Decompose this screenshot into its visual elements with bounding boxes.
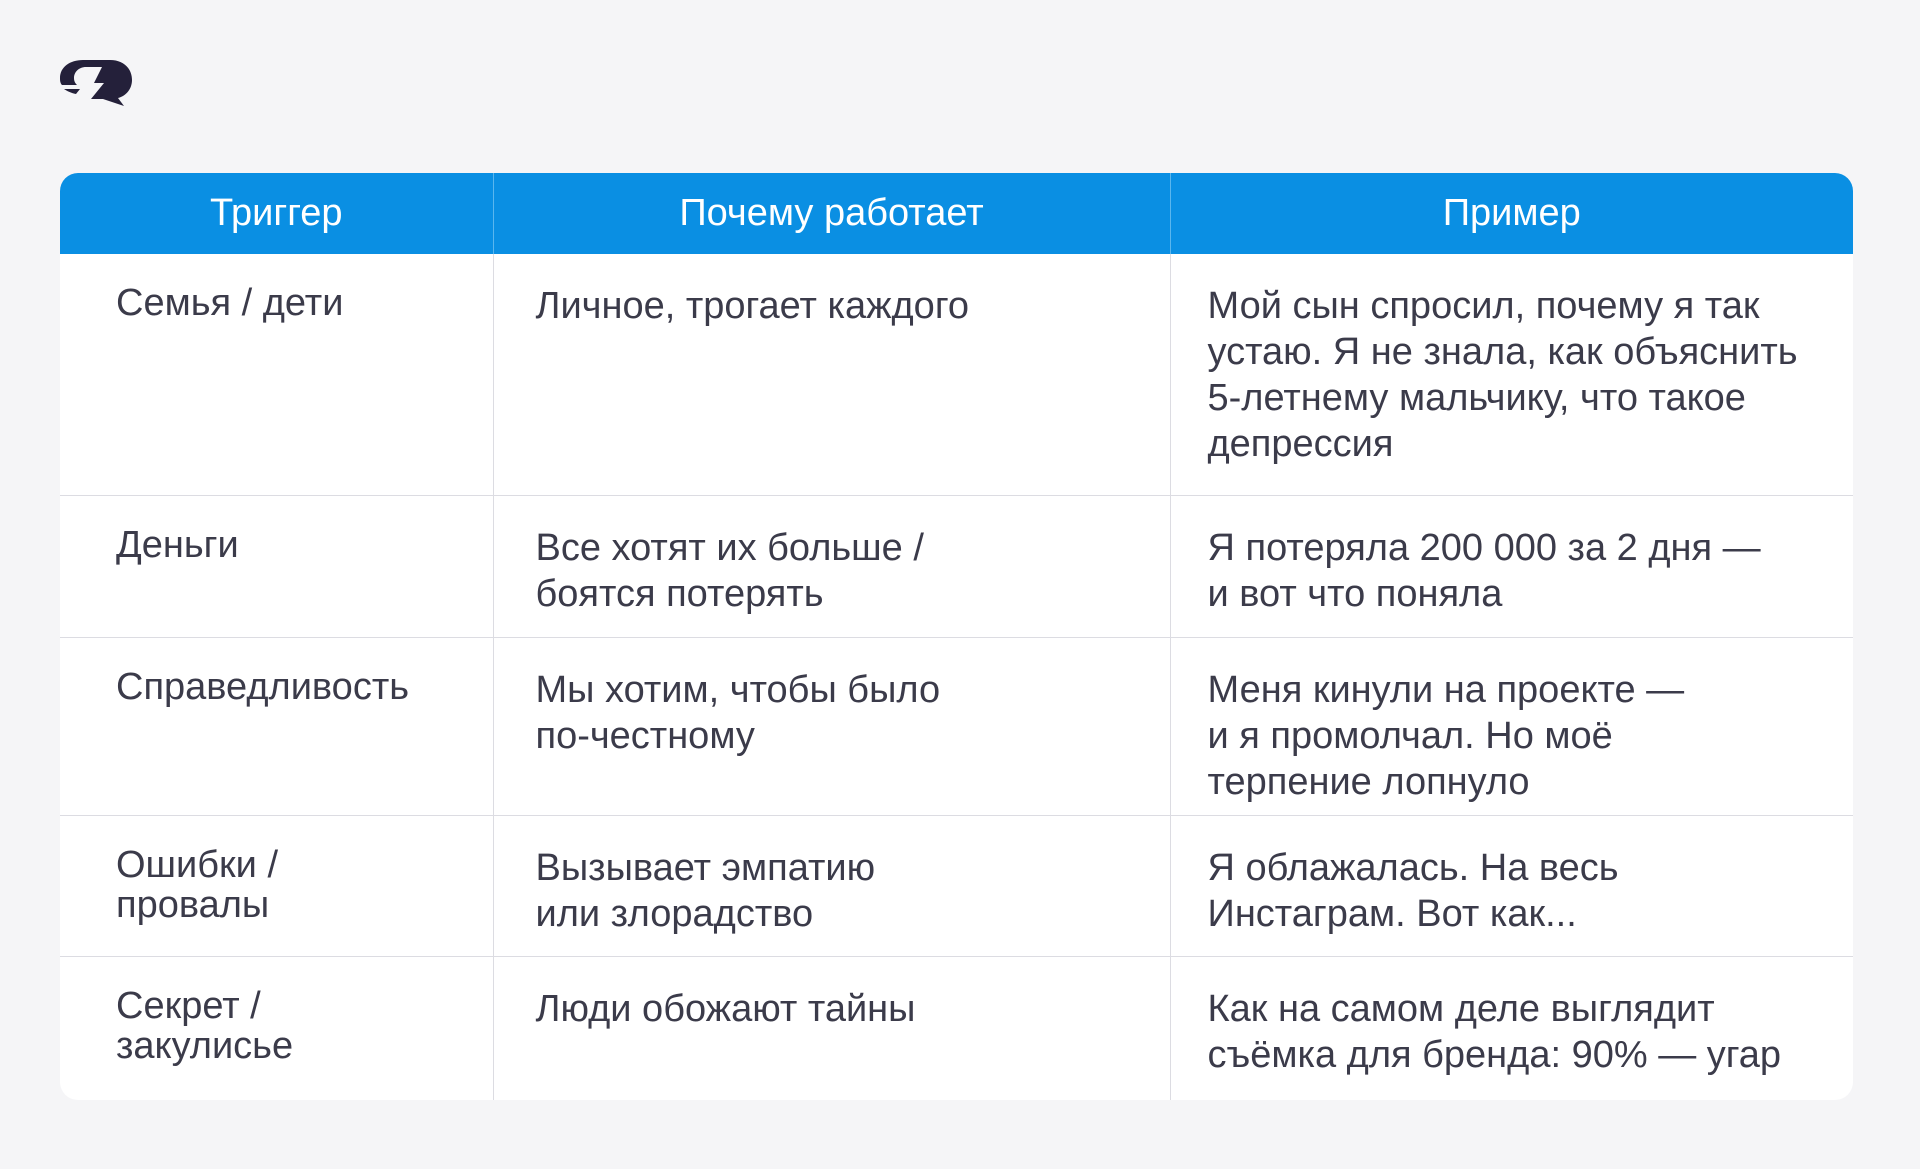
table-row [60,815,1853,956]
table-row [60,956,1853,1100]
trigger-cell: Ошибки / провалы [60,815,493,956]
why-cell: Все хотят их больше / боятся потерять [493,495,1170,637]
example-cell: Я облажалась. На весь Инстаграм. Вот как... [1170,815,1853,956]
trigger-cell: Справедливость [60,637,493,815]
example-cell: Как на самом деле выглядит съёмка для бренда: 90% — угар [1170,956,1853,1100]
table-row [60,637,1853,815]
triggers-table [60,173,1853,1100]
example-cell: Меня кинули на проекте — и я промолчал. Но моё терпение лопнуло [1170,637,1853,815]
table-row [60,254,1853,495]
header-why-works: Почему работает [493,173,1170,254]
trigger-cell: Семья / дети [116,282,344,324]
brand-logo-icon [58,58,134,108]
header-example: Пример [1170,173,1853,254]
table-header-row [60,173,1853,254]
why-cell: Люди обожают тайны [493,956,1170,1100]
triggers-table-card [60,173,1853,1100]
header-trigger: Триггер [60,173,493,254]
example-cell: Мой сын спросил, почему я так устаю. Я не знала, как объяснить 5-летнему мальчику, что такое депрессия [1170,254,1853,495]
trigger-cell: Деньги [60,495,493,637]
table-row [60,495,1853,637]
why-cell: Личное, трогает каждого [493,254,1170,495]
trigger-cell: Секрет / закулисье [60,956,493,1100]
example-cell: Я потеряла 200 000 за 2 дня — и вот что поняла [1170,495,1853,637]
why-cell: Мы хотим, чтобы было по-честному [493,637,1170,815]
why-cell: Вызывает эмпатию или злорадство [493,815,1170,956]
